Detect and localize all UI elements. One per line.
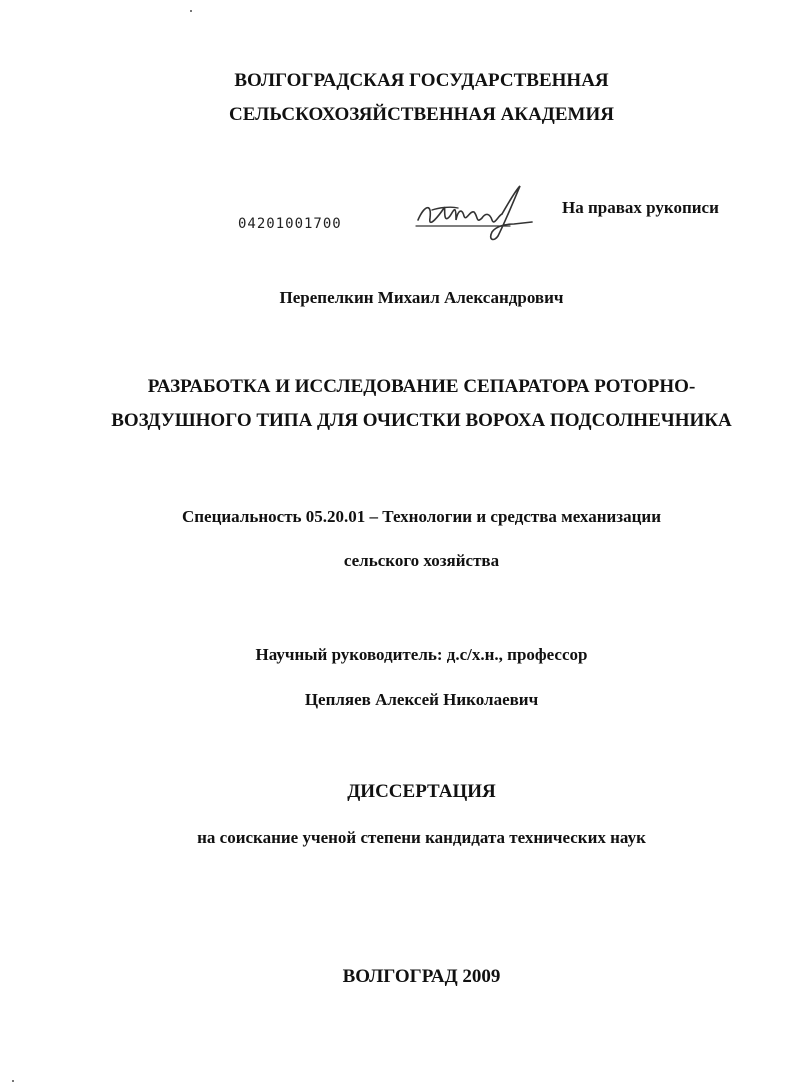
degree-statement: на соискание ученой степени кандидата технических наук bbox=[197, 828, 646, 847]
scan-speck bbox=[12, 1080, 14, 1082]
thesis-title-line-1: РАЗРАБОТКА И ИССЛЕДОВАНИЕ СЕПАРАТОРА РОТОРНО- bbox=[147, 376, 696, 397]
handwritten-signature bbox=[410, 180, 540, 250]
city-year: ВОЛГОГРАД 2009 bbox=[342, 966, 501, 987]
thesis-title-line-2: ВОЗДУШНОГО ТИПА ДЛЯ ОЧИСТКИ ВОРОХА ПОДСОЛНЕЧНИКА bbox=[111, 410, 732, 431]
author-name: Перепелкин Михаил Александрович bbox=[279, 288, 564, 307]
advisor-role: Научный руководитель: д.с/х.н., профессор bbox=[255, 645, 588, 664]
specialty-line-1: Специальность 05.20.01 – Технологии и средства механизации bbox=[181, 507, 662, 526]
registration-code: 04201001700 bbox=[238, 216, 342, 232]
manuscript-rights-note: На правах рукописи bbox=[562, 198, 719, 217]
specialty-line-2: сельского хозяйства bbox=[343, 551, 500, 570]
institution-line-1: ВОЛГОГРАДСКАЯ ГОСУДАРСТВЕННАЯ bbox=[234, 70, 609, 91]
scan-speck bbox=[190, 10, 192, 12]
institution-line-2: СЕЛЬСКОХОЗЯЙСТВЕННАЯ АКАДЕМИЯ bbox=[229, 104, 614, 125]
document-type: ДИССЕРТАЦИЯ bbox=[347, 781, 496, 802]
advisor-name: Цепляев Алексей Николаевич bbox=[304, 690, 539, 709]
